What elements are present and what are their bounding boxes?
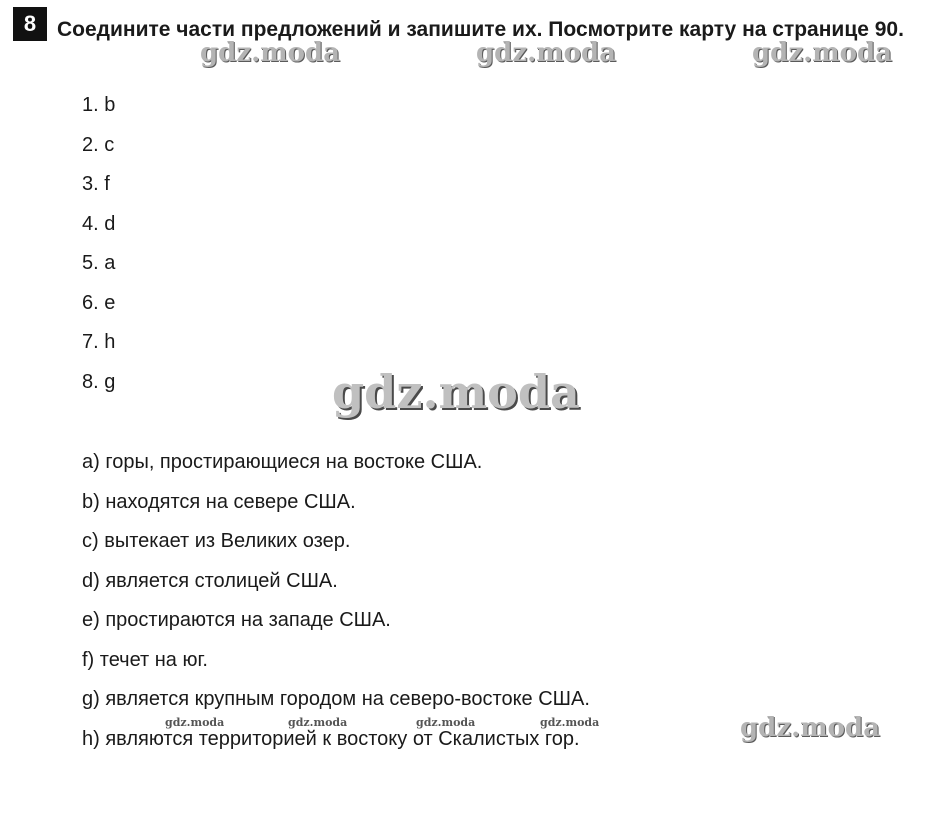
option-item: e) простираются на западе США.: [82, 609, 391, 631]
watermark: gdz.moda: [165, 716, 225, 729]
task-number-badge: 8: [13, 7, 47, 41]
watermark: gdz.moda: [288, 716, 348, 729]
answer-item: 7. h: [82, 331, 116, 353]
option-item: c) вытекает из Великих озер.: [82, 530, 351, 552]
answer-item: 3. f: [82, 173, 110, 195]
watermark: gdz.moda: [332, 365, 580, 419]
watermark: gdz.moda: [752, 38, 893, 68]
task-instruction: Соедините части предложений и запишите их. Посмотрите карту на странице 90.: [57, 18, 904, 41]
answer-item: 2. c: [82, 133, 115, 156]
option-item: h) являются территорией к востоку от Скалистых гор.: [82, 727, 580, 750]
answer-item: 5. a: [82, 252, 116, 274]
answer-item: 1. b: [82, 94, 116, 116]
answers-list: [82, 93, 115, 409]
option-item: b) находятся на севере США.: [82, 490, 356, 513]
answer-item: 8. g: [82, 370, 116, 393]
answer-item: 4. d: [82, 212, 116, 235]
watermark: gdz.moda: [476, 38, 617, 68]
watermark: gdz.moda: [740, 713, 881, 743]
option-item: a) горы, простирающиеся на востоке США.: [82, 451, 483, 473]
watermark: gdz.moda: [416, 716, 476, 729]
watermark: gdz.moda: [540, 716, 600, 729]
answer-item: 6. e: [82, 291, 116, 314]
option-item: g) является крупным городом на северо-востоке США.: [82, 688, 590, 710]
option-item: f) течет на юг.: [82, 648, 208, 671]
option-item: d) является столицей США.: [82, 569, 338, 592]
watermark: gdz.moda: [200, 38, 341, 68]
